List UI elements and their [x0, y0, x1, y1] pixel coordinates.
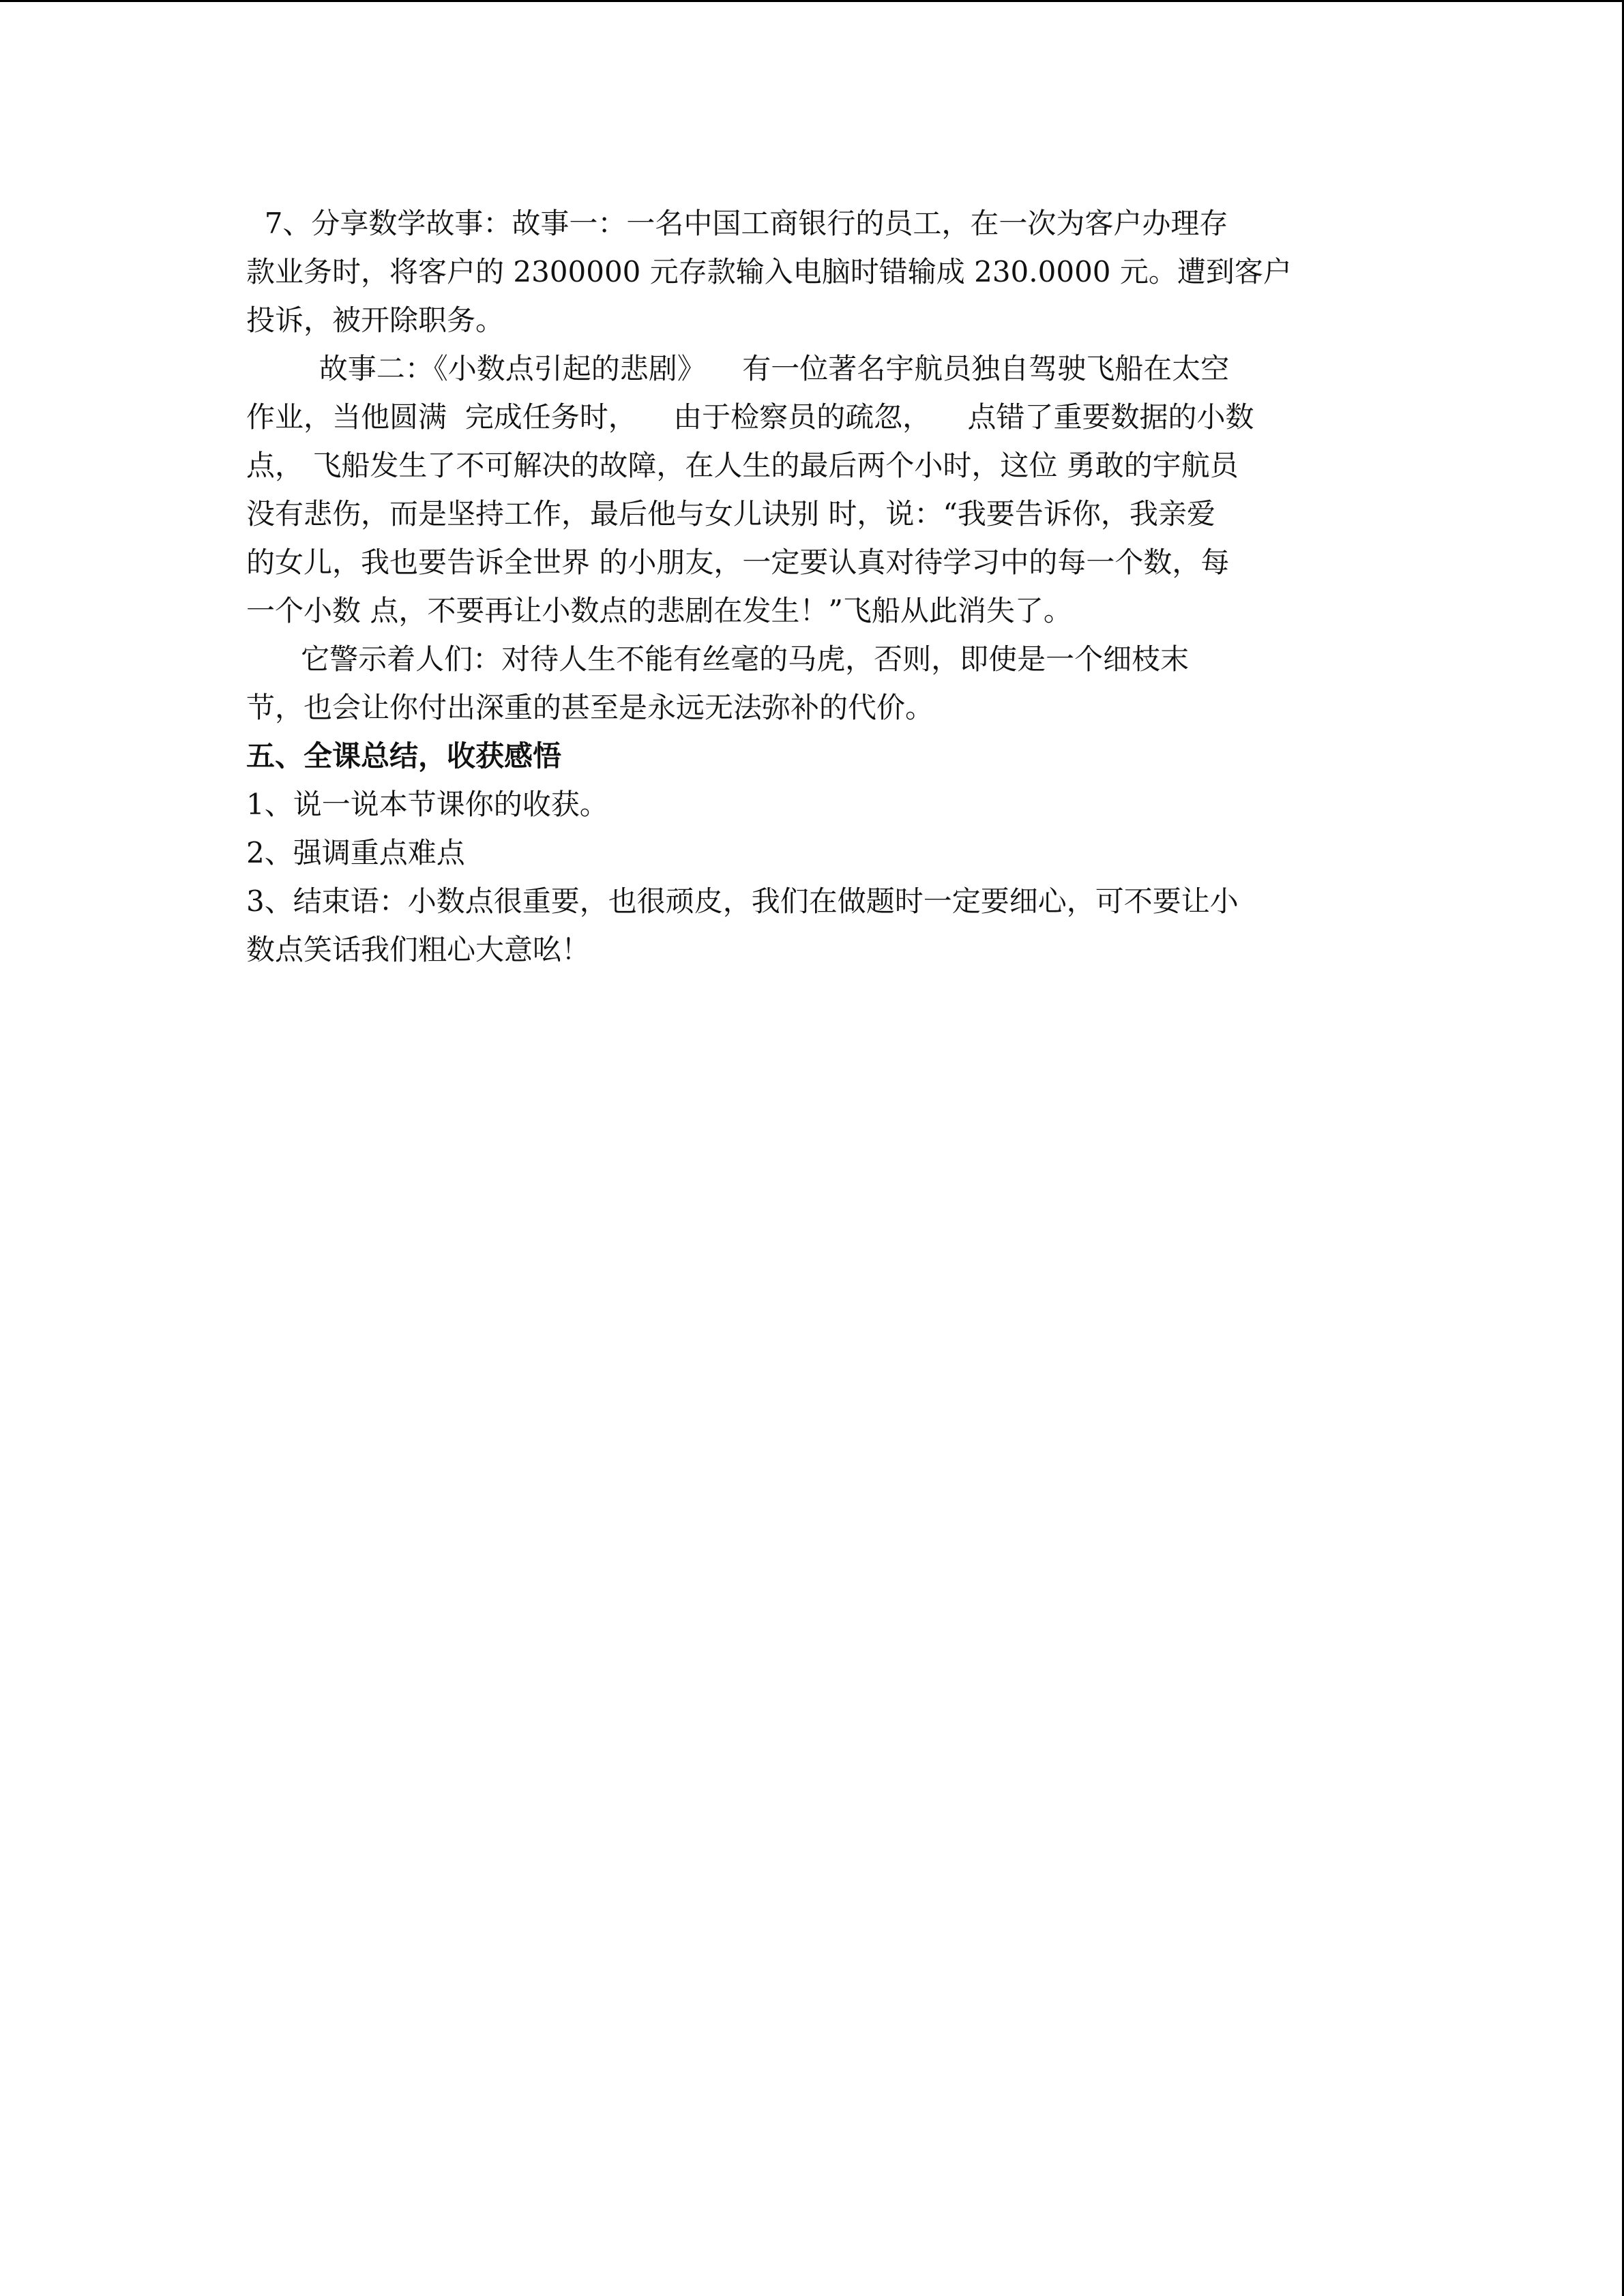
text-line: 节，也会让你付出深重的甚至是永远无法弥补的代价。	[246, 691, 934, 724]
text-line: 款业务时，将客户的 2300000 元存款输入电脑时错输成 230.0000 元。遭到客户	[246, 255, 1292, 288]
story-one-paragraph	[246, 199, 1381, 344]
story-two-paragraph	[246, 344, 1381, 635]
text-line: 没有悲伤，而是坚持工作，最后他与女儿诀别 时，说：“我要告诉你，我亲爱	[246, 497, 1215, 531]
list-item: 数点笑话我们粗心大意吆！	[246, 933, 591, 966]
section-heading: 五、全课总结，收获感悟	[246, 739, 562, 773]
text-line: 它警示着人们：对待人生不能有丝毫的马虎，否则，即使是一个细枝末	[246, 642, 1190, 676]
text-line: 的女儿，我也要告诉全世界 的小朋友，一定要认真对待学习中的每一个数，每	[246, 546, 1230, 579]
list-item: 1、说一说本节课你的收获。	[246, 788, 608, 821]
summary-list	[246, 780, 1381, 974]
text-line: 7、分享数学故事：故事一：一名中国工商银行的员工，在一次为客户办理存	[246, 207, 1228, 240]
list-item: 3、结束语：小数点很重要，也很顽皮，我们在做题时一定要细心，可不要让小	[246, 884, 1239, 918]
text-line: 作业，当他圆满 完成任务时， 由于检察员的疏忽， 点错了重要数据的小数	[246, 400, 1254, 434]
text-line: 点， 飞船发生了不可解决的故障，在人生的最后两个小时，这位 勇敢的宇航员	[246, 449, 1239, 482]
text-line: 一个小数 点，不要再让小数点的悲剧在发生！”飞船从此消失了。	[246, 594, 1072, 627]
warning-paragraph	[246, 635, 1381, 732]
text-line: 投诉，被开除职务。	[246, 303, 505, 337]
text-line: 故事二：《小数点引起的悲剧》 有一位著名宇航员独自驾驶飞船在太空	[246, 352, 1230, 385]
list-item: 2、强调重点难点	[246, 836, 465, 869]
document-body	[246, 199, 1381, 974]
